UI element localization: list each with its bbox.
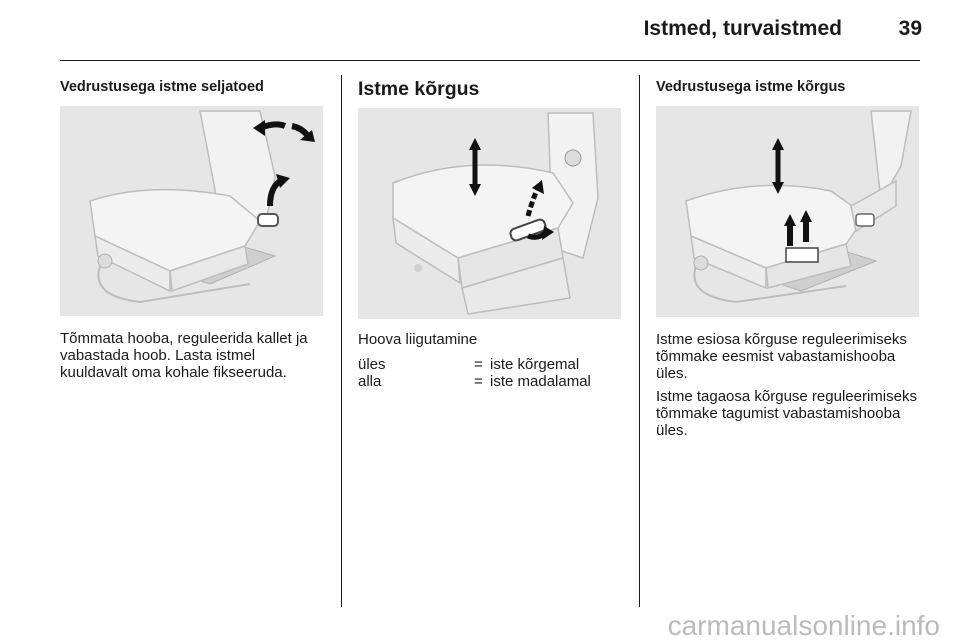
definition-equals: = <box>474 356 483 373</box>
column-seat-height <box>358 78 623 390</box>
seat-height-figure <box>358 108 621 319</box>
definition-description: iste madalamal <box>490 373 591 390</box>
sprung-seat-height-figure <box>656 106 919 317</box>
seat-height-illustration <box>358 108 621 319</box>
column-backrest <box>60 78 325 381</box>
column-divider-1 <box>341 75 342 607</box>
sprung-seat-illustration <box>656 106 919 317</box>
definition-equals: = <box>474 373 483 390</box>
backrest-figure <box>60 106 323 316</box>
column-divider-2 <box>639 75 640 607</box>
rear-height-text: Istme tagaosa kõrguse reguleerimiseks tõmmake tagumist vabastamishooba üles. <box>656 388 917 439</box>
section-heading: Vedrustusega istme kõrgus <box>656 79 846 95</box>
definition-row <box>358 373 591 390</box>
definition-row <box>358 356 591 373</box>
header-rule <box>60 60 920 61</box>
seat-backrest-illustration <box>60 106 323 316</box>
definition-term: alla <box>358 373 382 390</box>
page-number: 39 <box>898 17 922 40</box>
definition-term: üles <box>358 356 386 373</box>
intro-text: Hoova liigutamine <box>358 331 478 348</box>
front-height-text: Istme esiosa kõrguse reguleerimiseks tõmmake eesmist vabastamishooba üles. <box>656 331 907 382</box>
watermark: carmanualsonline.info <box>667 610 940 641</box>
header-title: Istmed, turvaistmed <box>643 17 842 40</box>
instruction-text: Tõmmata hooba, reguleerida kallet ja vabastada hoob. Lasta istmel kuuldavalt oma kohale fikseeruda. <box>60 330 308 381</box>
definition-description: iste kõrgemal <box>490 356 580 373</box>
section-heading: Vedrustusega istme seljatoed <box>60 79 264 95</box>
section-heading: Istme kõrgus <box>358 78 480 100</box>
definition-table <box>358 356 591 390</box>
column-sprung-seat-height <box>656 78 921 439</box>
